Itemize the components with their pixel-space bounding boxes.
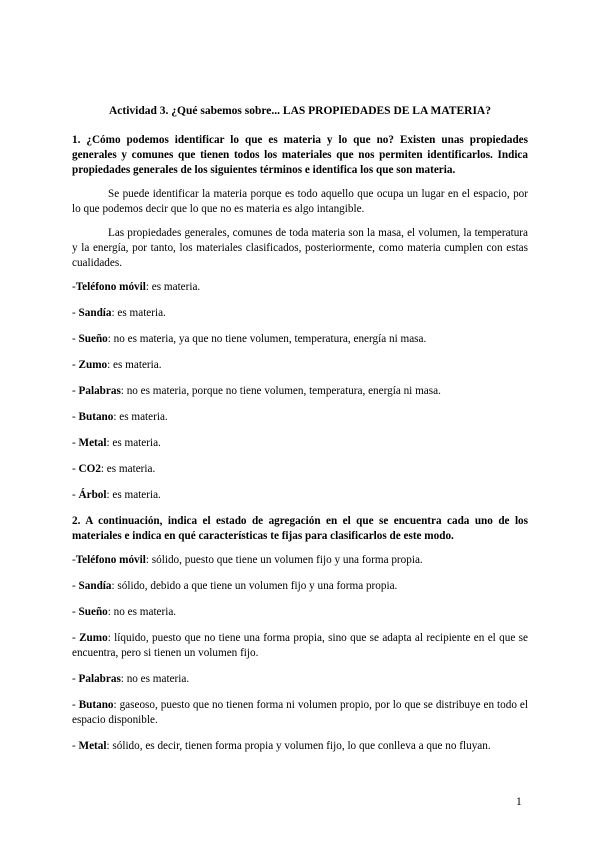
list-item: - Palabras: no es materia, porque no tiene volumen, temperatura, energía ni masa. <box>72 385 441 397</box>
paragraph-2: Las propiedades generales, comunes de toda materia son la masa, el volumen, la temperatura y la energía, por tanto, los materiales clasificados, posteriormente, como materia cumplen con estas cualidades. <box>72 227 528 269</box>
page-number: 1 <box>516 796 522 808</box>
list-item: - Zumo: líquido, puesto que no tiene una forma propia, sino que se adapta al recipiente en el que se encuentra, pero si tienen un volumen fijo. <box>72 632 528 659</box>
materials-list-1 <box>72 280 528 503</box>
list-item: - Palabras: no es materia. <box>72 673 190 685</box>
paragraph-1: Se puede identificar la materia porque es todo aquello que ocupa un lugar en el espacio, por lo que podemos decir que lo que no es materia es algo intangible. <box>72 188 528 215</box>
list-item: - Butano: es materia. <box>72 411 168 423</box>
list-item: - Sandía: sólido, debido a que tiene un volumen fijo y una forma propia. <box>72 580 398 592</box>
activity-title: Actividad 3. ¿Qué sabemos sobre... LAS PROPIEDADES DE LA MATERIA? <box>109 105 491 117</box>
list-item: - Metal: es materia. <box>72 437 161 449</box>
list-item: - Butano: gaseoso, puesto que no tienen forma ni volumen propio, por lo que se distribuye en todo el espacio disponible. <box>72 699 528 726</box>
list-item: - Metal: sólido, es decir, tienen forma propia y volumen fijo, lo que conlleva a que no fluyan. <box>72 740 491 752</box>
page-content <box>72 104 528 765</box>
question-1: 1. ¿Cómo podemos identificar lo que es materia y lo que no? Existen unas propiedades generales y comunes que tienen todos los materiales que nos permiten identificarlos. Indica propiedades generales de los siguientes términos e identifica los que son materia. <box>72 134 528 176</box>
list-item: - Sueño: no es materia. <box>72 606 177 618</box>
list-item: - Árbol: es materia. <box>72 489 161 501</box>
list-item: -Teléfono móvil: es materia. <box>72 281 201 293</box>
list-item: - Sueño: no es materia, ya que no tiene volumen, temperatura, energía ni masa. <box>72 333 427 345</box>
list-item: - Sandía: es materia. <box>72 307 166 319</box>
list-item: - Zumo: es materia. <box>72 359 162 371</box>
list-item: - CO2: es materia. <box>72 463 156 475</box>
list-item: -Teléfono móvil: sólido, puesto que tiene un volumen fijo y una forma propia. <box>72 554 423 566</box>
question-2: 2. A continuación, indica el estado de agregación en el que se encuentra cada uno de los materiales e indica en qué características te fijas para clasificarlos de este modo. <box>72 515 528 542</box>
materials-list-2 <box>72 553 528 754</box>
